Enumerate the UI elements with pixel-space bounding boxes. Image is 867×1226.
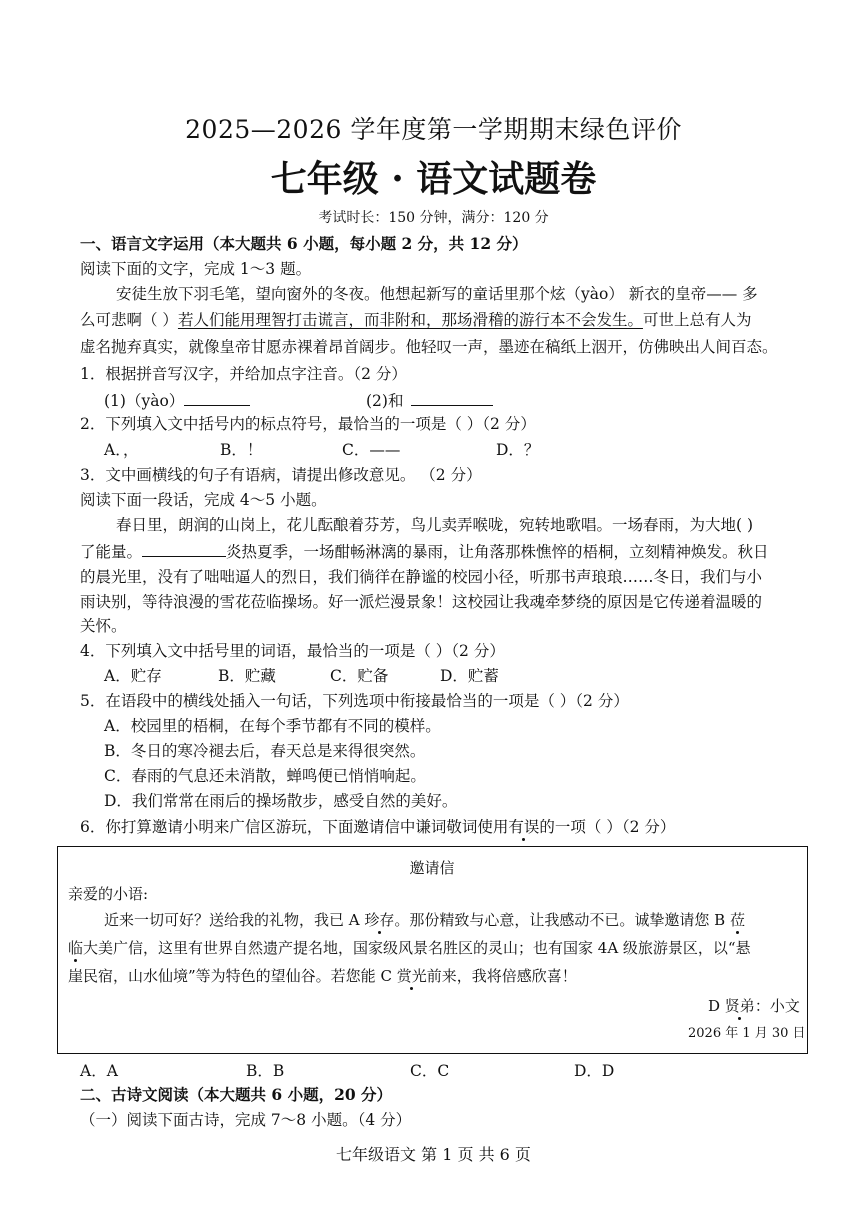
letter-date: 2026 年 1 月 30 日 (688, 1026, 806, 1041)
exam-title: 2025—2026 学年度第一学期期末绿色评价 (185, 115, 682, 144)
letter-line3-start: 崖民宿，山水仙境”等为特色的望仙谷。若您能 C (68, 967, 397, 985)
exam-meta: 考试时长：150 分钟，满分：120 分 (318, 210, 549, 226)
passage1-line2-start: 么可悲啊（ ） (80, 311, 178, 329)
question-1-item-b (366, 389, 493, 412)
exam-subtitle: 七年级 · 语文试题卷 (270, 158, 597, 200)
letter-signature-label: D (708, 997, 725, 1015)
question-4-option-a: A．贮存 (104, 667, 162, 685)
passage2-line4: 雨诀别，等待浪漫的雪花莅临操场。好一派烂漫景象！这校园让我魂牵梦绕的原因是它传递着温暖的 (80, 593, 763, 611)
question-6-end: 的一项（ ）（2 分） (539, 818, 676, 836)
question-6-option-a: A．A (80, 1062, 118, 1080)
dotted-emphasis: 有误 (508, 818, 540, 836)
passage2-line2-end: 炎热夏季，一场酣畅淋漓的暴雨，让角落那株憔悴的梧桐，立刻精神焕发。秋日 (226, 543, 769, 561)
underlined-sentence: 若人们能用理智打击谎言，而非附和，那场滑稽的游行本不会发生。 (177, 311, 643, 329)
question-1-item-b-label: (2)和 (366, 392, 404, 410)
page-footer: 七年级语文 第 1 页 共 6 页 (336, 1145, 531, 1164)
passage2-line2 (80, 540, 769, 563)
question-5-option-b: B．冬日的寒冷褪去后，春天总是来得很突然。 (104, 742, 426, 760)
question-2-option-d: D．？ (496, 441, 540, 459)
option-b-term-part2: 临 (68, 939, 84, 957)
letter-line2 (68, 937, 751, 959)
passage1-line1: 安徒生放下羽毛笔，望向窗外的冬夜。他想起新写的童话里那个炫（yào） 新衣的皇帝—— 多 (116, 285, 758, 303)
question-6 (80, 816, 675, 838)
passage1-line2 (80, 309, 751, 331)
question-5-option-d: D．我们常常在雨后的操场散步，感受自然的美好。 (104, 792, 458, 810)
passage2-line1: 春日里，朗润的山岗上，花儿酝酿着芬芳，鸟儿卖弄喉咙，宛转地歌唱。一场春雨，为大地( ) (116, 516, 754, 534)
question-4: 4．下列填入文中括号里的词语，最恰当的一项是（ ）（2 分） (80, 642, 505, 660)
question-2-option-c: C．—— (342, 441, 401, 459)
letter-line1-start: 近来一切可好？送给我的礼物，我已 A (104, 911, 365, 929)
question-6-option-d: D．D (574, 1062, 615, 1080)
question-2-option-b: B．！ (220, 441, 263, 459)
question-4-option-d: D．贮蓄 (440, 667, 499, 685)
question-1: 1．根据拼音写汉字，并给加点字注音。（2 分） (80, 365, 407, 383)
question-1-item-a (104, 389, 250, 412)
question-5: 5．在语段中的横线处插入一句话，下列选项中衔接最恰当的一项是（ ）（2 分） (80, 692, 629, 710)
letter-title: 邀请信 (409, 859, 455, 877)
answer-blank[interactable] (184, 389, 250, 406)
question-5-option-c: C．春雨的气息还未消散，蝉鸣便已悄悄响起。 (104, 767, 426, 785)
passage1-line2-end: 可世上总有人为 (642, 311, 752, 329)
passage1-intro: 阅读下面的文字，完成 1～3 题。 (80, 260, 312, 278)
option-c-term: 赏光 (396, 967, 427, 985)
insert-blank[interactable] (142, 540, 226, 557)
letter-line3 (68, 965, 577, 987)
letter-line3-end: 前来，我将倍感欣喜！ (426, 967, 577, 985)
letter-line1-middle: 。那份精致与心意，让我感动不已。诚挚邀请您 B (394, 911, 730, 929)
section2-sub1: （一）阅读下面古诗，完成 7～8 小题。（4 分） (80, 1111, 412, 1129)
option-d-term: 贤弟 (724, 997, 755, 1015)
answer-blank[interactable] (411, 389, 493, 406)
letter-signature-name: ：小文 (754, 997, 800, 1015)
question-4-option-b: B．贮藏 (218, 667, 276, 685)
passage1-line3: 虚名抛弃真实，就像皇帝甘愿赤裸着昂首阔步。他轻叹一声，墨迹在稿纸上洇开，仿佛映出人间百态。 (80, 338, 778, 356)
letter-greeting: 亲爱的小语: (68, 885, 149, 903)
section2-heading: 二、古诗文阅读（本大题共 6 小题，20 分） (80, 1085, 393, 1104)
question-4-option-c: C．贮备 (330, 667, 389, 685)
passage2-intro: 阅读下面一段话，完成 4～5 小题。 (80, 491, 327, 509)
passage2-line2-start: 了能量。 (80, 543, 143, 561)
option-a-term: 珍存 (364, 911, 395, 929)
question-1-item-a-label: (1)（yào） (104, 392, 185, 410)
letter-signature (708, 995, 800, 1017)
section1-heading: 一、语言文字运用（本大题共 6 小题，每小题 2 分，共 12 分） (80, 234, 528, 253)
invitation-letter-box (57, 846, 808, 1054)
question-6-start: 6．你打算邀请小明来广信区游玩，下面邀请信中谦词敬词使用 (80, 818, 509, 836)
question-6-option-c: C．C (410, 1062, 450, 1080)
letter-line1 (104, 909, 745, 931)
question-2-option-a: A．， (104, 441, 139, 459)
question-5-option-a: A．校园里的梧桐，在每个季节都有不同的模样。 (104, 717, 441, 735)
question-6-option-b: B．B (246, 1062, 285, 1080)
option-b-term-part1: 莅 (729, 911, 745, 929)
letter-line2-rest: 大美广信，这里有世界自然遗产提名地，国家级风景名胜区的灵山；也有国家 4A 级旅游景区，以“悬 (83, 939, 751, 957)
question-3: 3．文中画横线的句子有语病，请提出修改意见。 （2 分） (80, 466, 482, 484)
passage2-line5: 关怀。 (80, 617, 127, 635)
question-2: 2．下列填入文中括号内的标点符号，最恰当的一项是（ ）（2 分） (80, 415, 536, 433)
passage2-line3: 的晨光里，没有了咄咄逼人的烈日，我们徜徉在静谧的校园小径，听那书声琅琅……冬日，我们与小 (80, 568, 763, 586)
